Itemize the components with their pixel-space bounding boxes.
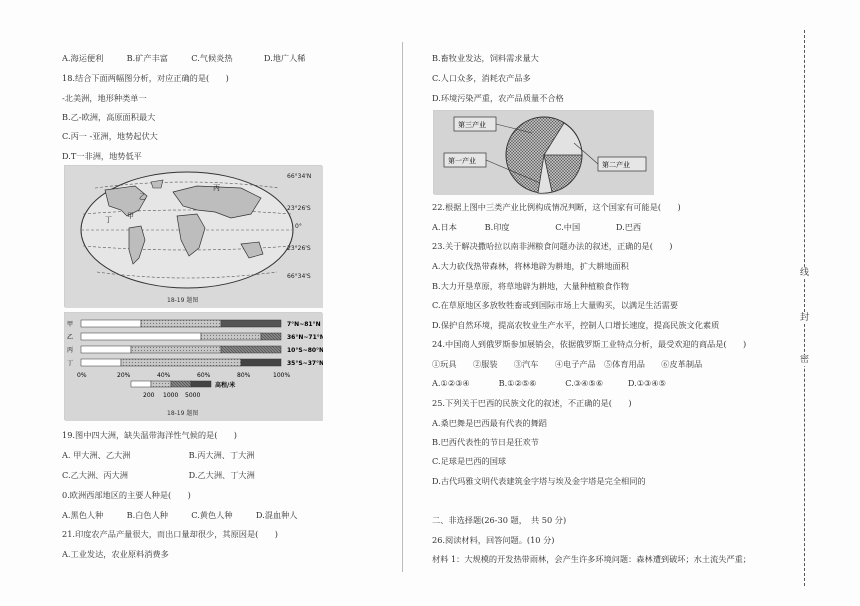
x-tick: 20% (117, 372, 131, 379)
q24-stem: 24.中国商人到俄罗斯参加展销会，依据俄罗斯工业特点分析，最受欢迎的商品是( ) (432, 339, 747, 349)
x-tick: 40% (157, 372, 171, 379)
q18-option-d: D.T一非洲，地势低平 (62, 151, 142, 161)
legend-value: 5000 (185, 392, 201, 399)
world-map-svg (65, 166, 323, 308)
q20-option-d: D.混血种人 (255, 510, 298, 520)
x-tick: 0% (77, 372, 87, 379)
q22-option-a: A.日本 (432, 222, 457, 232)
q23-option-b: B.大力开垦草原，将草地辟为耕地，大量种植粮食作物 (432, 281, 629, 291)
legend-value: 200 (143, 392, 155, 399)
map-label-ding: 丁 (105, 216, 112, 224)
q17-option-b: B.矿产丰富 (126, 53, 168, 63)
q19-options-row1 (62, 450, 255, 460)
map-label-bing: 丙 (213, 184, 220, 192)
q21-option-b: B.畜牧业发达，饲料需求量大 (432, 53, 539, 63)
map-lat-label: 23°26'S (287, 245, 311, 252)
binding-label-xian: 线 (799, 268, 809, 278)
map-lat-label: 0° (295, 223, 302, 230)
q23-option-d: D.保护自然环境，提高农牧业生产水平，控制人口增长速度，提高民族文化素质 (432, 320, 720, 330)
section-2-heading: 二、非选择题(26-30 题， 共 50 分) (432, 515, 567, 525)
q17-option-a: A.海运便利 (62, 53, 104, 63)
bar-row-name: 丁 (67, 360, 74, 367)
binding-label-feng: 封 (799, 313, 809, 323)
q22-stem: 22.根据上图中三类产业比例构成情况判断，这个国家有可能是( ) (432, 202, 681, 212)
x-tick: 80% (237, 372, 251, 379)
bar-caption: 18-19 题图 (167, 410, 199, 417)
q24-items: ①玩具 ②服装 ③汽车 ④电子产品 ⑤体育用品 ⑥皮革制品 (432, 359, 703, 369)
bar-row-range: 7°N~81°N (287, 321, 321, 328)
bar-row-name: 丙 (67, 347, 74, 354)
pie-label-tertiary: 第三产业 (458, 121, 486, 129)
q25-option-b: B.巴西代表性的节日是狂欢节 (432, 437, 539, 447)
q24-option-b: B.①②⑤⑥ (498, 378, 537, 388)
q20-option-b: B.白色人种 (126, 510, 168, 520)
q22-option-b: B.印度 (484, 222, 510, 232)
q20-options (62, 510, 297, 520)
map-caption: 18-19 题图 (167, 297, 199, 304)
bar-row-range: 36°N~71°N (287, 334, 323, 341)
q23-option-c: C.在草原地区多放牧牲畜或到国际市场上大量购买，以满足生活需要 (432, 300, 679, 310)
q20-option-a: A.黑色人种 (62, 510, 104, 520)
q24-option-d: D.①③④⑤ (627, 378, 667, 388)
q23-stem: 23.关于解决撒哈拉以南非洲粮食问题办法的叙述，正确的是( ) (432, 241, 673, 251)
q17-options (62, 53, 305, 63)
q25-stem: 25.下列关于巴西的民族文化的叙述，不正确的是( ) (432, 398, 632, 408)
bar-row-name: 乙 (67, 334, 74, 341)
legend-value: 1000 (163, 392, 179, 399)
q18-option-b: B.乙-欧洲，高原面积最大 (62, 112, 156, 122)
q21-option-c: C.人口众多，消耗农产品多 (432, 73, 531, 83)
industry-pie-svg (434, 111, 654, 195)
q19-option-a: A. 甲大洲、乙大洲 (62, 450, 131, 460)
q17-option-d: D.地广人稀 (263, 53, 306, 63)
q26-stem: 26.阅读材料，回答问题。(10 分) (432, 535, 555, 545)
q20-stem: 0.欧洲西部地区的主要人种是( ) (62, 490, 191, 500)
q21-option-a: A.工业发达，农业原料消费多 (62, 549, 169, 559)
elevation-bar-svg (65, 313, 323, 421)
q18-option-a: -北美洲，地形种类单一 (62, 93, 147, 103)
pie-label-primary: 第一产业 (448, 157, 476, 165)
q25-option-a: A.桑巴舞是巴西最有代表的舞蹈 (432, 418, 547, 428)
q18-stem: 18.结合下面两幅图分析，对应正确的是( ) (62, 73, 229, 83)
x-tick: 60% (197, 372, 211, 379)
q17-option-c: C.气候炎热 (191, 53, 233, 63)
binding-dashed-line (804, 30, 805, 586)
q23-option-a: A.大力砍伐热带森林，将林地辟为耕地，扩大耕地面积 (432, 261, 629, 271)
q20-option-c: C.黄色人种 (191, 510, 233, 520)
q24-option-a: A.①②③④ (432, 378, 470, 388)
world-map-figure (64, 165, 322, 307)
q19-option-c: C.乙大洲、丙大洲 (62, 470, 128, 480)
map-label-yi: 乙 (139, 193, 146, 201)
q19-options-row2 (62, 470, 255, 480)
q24-options (432, 378, 666, 388)
q21-stem: 21.印度农产品产量很大，而出口量却很少，其原因是( ) (62, 529, 278, 539)
binding-label-mi: 密 (799, 355, 809, 365)
q24-option-c: C.③④⑤⑥ (565, 378, 604, 388)
q22-options (432, 222, 641, 232)
q19-option-b: B.丙大洲、丁大洲 (188, 450, 255, 460)
bar-row-name: 甲 (67, 321, 74, 328)
q25-option-c: C.足球是巴西的国球 (432, 456, 507, 466)
column-divider (402, 42, 403, 572)
q19-option-d: D.乙大洲、丁大洲 (188, 470, 255, 480)
map-label-jia: 甲 (127, 212, 134, 220)
q21-option-d: D.环境污染严重，农产品质量不合格 (432, 93, 564, 103)
q25-option-d: D.古代玛雅文明代表建筑金字塔与埃及金字塔是完全相同的 (432, 476, 646, 486)
q22-option-d: D.巴西 (615, 222, 642, 232)
x-tick: 100% (273, 372, 291, 379)
map-lat-label: 66°34'S (287, 273, 311, 280)
bar-row-range: 35°S~37°N (287, 360, 323, 367)
pie-label-secondary: 第二产业 (602, 161, 630, 169)
map-lat-label: 23°26'S (287, 205, 311, 212)
bar-row-range: 10°S~80°N (287, 347, 323, 354)
elevation-bar-figure (64, 312, 322, 420)
industry-pie-figure (433, 110, 653, 194)
map-lat-label: 66°34'N (287, 173, 312, 180)
q18-option-c: C.丙一 -亚洲，地势起伏大 (62, 131, 158, 141)
q22-option-c: C.中国 (555, 222, 581, 232)
q19-stem: 19.图中四大洲，缺失温带海洋性气候的是( ) (62, 430, 237, 440)
legend-unit: 高程/米 (215, 382, 236, 389)
q26-material: 材料 1：大规模的开发热带雨林，会产生许多环境问题：森林遭到破坏；水土流失严重； (432, 554, 751, 564)
